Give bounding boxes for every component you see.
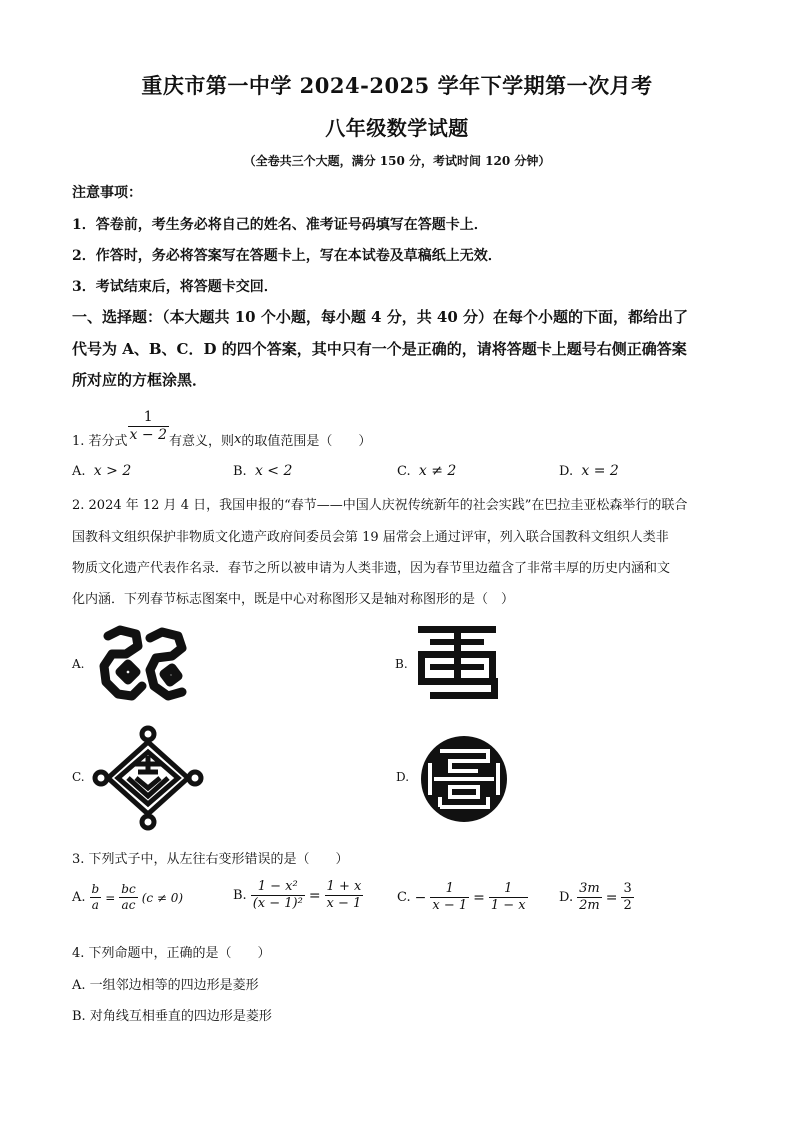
emblem-b-bar <box>489 651 496 679</box>
emblem-c-knot <box>142 816 154 828</box>
emblem-c-knot <box>142 728 154 740</box>
spring-emblem-d[interactable] <box>420 735 508 823</box>
frac-den: 2m <box>579 898 600 914</box>
q3b-frac-right <box>325 879 364 913</box>
option-text: x ≠ 2 <box>418 463 457 479</box>
q3b-frac-left <box>251 879 305 913</box>
frac-den: x − 1 <box>432 898 468 914</box>
q3-option-c[interactable] <box>397 881 528 915</box>
notice-heading: 注意事项： <box>72 185 142 201</box>
question-2-line: 化内涵．下列春节标志图案中，既是中心对称图形又是轴对称图形的是（ ） <box>72 592 515 607</box>
frac-den: x − 1 <box>326 896 362 912</box>
frac-num: 1 − x² <box>251 879 305 896</box>
q1-suffix: 有意义，则 <box>168 434 234 449</box>
question-3: 3. 下列式子中，从左往右变形错误的是（ ） <box>72 852 349 867</box>
q3-option-a[interactable] <box>72 882 183 913</box>
option-label: B. <box>233 464 247 479</box>
frac-den: 2 <box>623 898 632 914</box>
q2-option-b-label: B. <box>395 657 408 671</box>
q3a-frac-right <box>119 882 137 913</box>
q3d-frac-right <box>621 881 633 915</box>
q1-option-b[interactable] <box>233 463 292 479</box>
emblem-b-bar <box>418 651 425 679</box>
notice-item: 2．作答时，务必将答案写在答题卡上，写在本试卷及草稿纸上无效． <box>72 248 502 264</box>
q2-option-c-label: C. <box>72 770 85 784</box>
frac-num: bc <box>121 882 136 896</box>
frac-num: 1 <box>489 881 528 898</box>
q3d-frac-left <box>577 881 602 915</box>
frac-num: b <box>91 882 100 896</box>
page-title: 重庆市第一中学 2024-2025 学年下学期第一次月考 <box>141 73 653 98</box>
q1-option-c[interactable] <box>397 463 456 479</box>
exam-note: （全卷共三个大题，满分 150 分，考试时间 120 分钟） <box>243 154 551 168</box>
q4-option-b[interactable]: B. 对角线互相垂直的四边形是菱形 <box>72 1009 272 1024</box>
section-heading-line: 所对应的方框涂黑． <box>72 371 208 389</box>
emblem-b-bar <box>430 692 498 699</box>
emblem-a-stroke <box>120 664 136 680</box>
emblem-b-bar <box>454 626 461 679</box>
question-2-line: 国教科文组织保护非物质文化遗产政府间委员会第 19 届常会上通过评审，列入联合国教科文组织人类非 <box>72 530 669 545</box>
frac-num: 3m <box>577 881 602 898</box>
notice-item: 1．答卷前，考生务必将自己的姓名、准考证号码填写在答题卡上． <box>72 217 488 233</box>
equals-sign: = <box>105 890 116 905</box>
frac-den: (x − 1)² <box>252 896 303 912</box>
minus-sign: − <box>414 889 427 906</box>
q1-suffix2: 的取值范围是（ ） <box>241 434 372 449</box>
option-label: A. <box>72 890 86 905</box>
section-heading: 一、选择题：（本大题共 10 个小题，每小题 4 分，共 40 分）在每个小题的下面，都给出了 <box>72 308 689 326</box>
equals-sign: = <box>605 889 618 906</box>
emblem-b-bar <box>491 678 498 699</box>
emblem-a-stroke <box>164 668 178 682</box>
frac-den: a <box>91 898 99 912</box>
q4-option-a[interactable]: A. 一组邻边相等的四边形是菱形 <box>72 978 259 993</box>
notice-item: 3．考试结束后，将答题卡交回． <box>72 279 278 295</box>
emblem-a-stroke <box>150 632 182 696</box>
condition: (c ≠ 0) <box>141 890 184 905</box>
equals-sign: = <box>308 887 321 904</box>
question-4: 4. 下列命题中，正确的是（ ） <box>72 946 271 961</box>
option-text: x > 2 <box>93 463 132 479</box>
q2-option-a-label: A. <box>72 657 85 671</box>
q1-prefix: 1. 若分式 <box>72 434 128 449</box>
q1-frac-num: 1 <box>128 409 169 428</box>
q3a-frac-left <box>90 882 102 913</box>
option-label: A. <box>72 464 86 479</box>
option-label: C. <box>397 890 411 906</box>
question-2-line: 物质文化遗产代表作名录．春节之所以被申请为人类非遗，因为春节里边蕴含了非常丰厚的历史内涵和文 <box>72 561 671 576</box>
q1-option-d[interactable] <box>559 463 619 479</box>
q1-var: x <box>234 432 242 447</box>
question-1 <box>72 404 371 449</box>
option-label: D. <box>559 464 574 479</box>
q1-frac-den: x − 2 <box>129 427 167 443</box>
option-label: C. <box>397 464 411 479</box>
page-subtitle: 八年级数学试题 <box>325 116 469 140</box>
frac-num: 1 <box>430 881 469 898</box>
option-text: x = 2 <box>581 463 619 479</box>
q3-option-b[interactable] <box>233 879 363 913</box>
spring-emblem-a[interactable] <box>98 624 190 704</box>
spring-emblem-c[interactable] <box>92 724 204 832</box>
option-label: D. <box>559 890 574 906</box>
spring-emblem-b[interactable] <box>416 626 498 700</box>
emblem-b-bar <box>418 678 496 685</box>
section-heading-line: 代号为 A、B、C．D 的四个答案，其中只有一个是正确的，请将答题卡上题号右侧正确答案 <box>72 340 687 358</box>
frac-den: ac <box>121 898 136 912</box>
option-label: B. <box>233 888 247 904</box>
q1-fraction <box>128 409 169 445</box>
q3c-frac-right <box>489 881 528 915</box>
frac-num: 3 <box>621 881 633 898</box>
frac-num: 1 + x <box>325 879 364 896</box>
question-2: 2. 2024 年 12 月 4 日，我国申报的“春节——中国人庆祝传统新年的社会实践”在巴拉圭亚松森举行的联合 <box>72 498 688 513</box>
q1-option-a[interactable] <box>72 463 131 479</box>
q2-option-d-label: D. <box>396 770 410 784</box>
frac-den: 1 − x <box>490 898 526 914</box>
q3c-frac-left <box>430 881 469 915</box>
q3-option-d[interactable] <box>559 881 634 915</box>
option-text: x < 2 <box>254 463 293 479</box>
equals-sign: = <box>473 889 485 906</box>
